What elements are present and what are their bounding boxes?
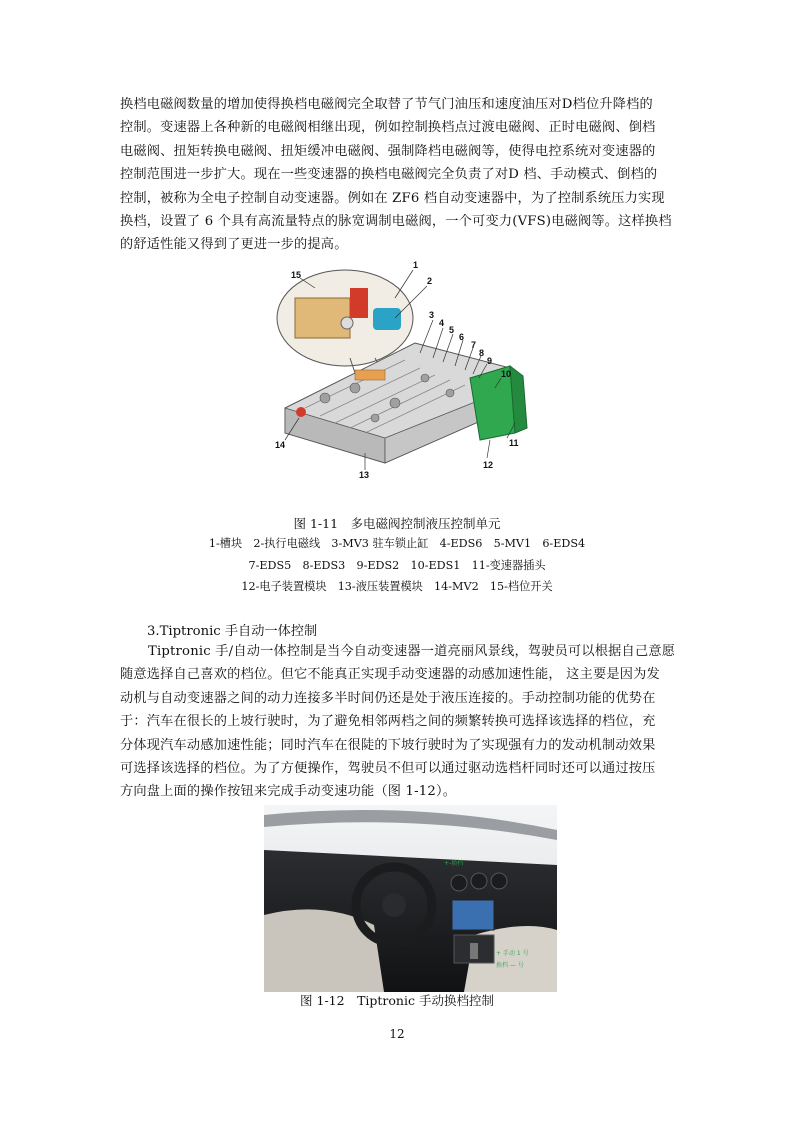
legend-row: 12-电子装置模块 13-液压装置模块 14-MV2 15-档位开关 <box>241 580 553 593</box>
callout-11: 11 <box>509 438 519 448</box>
callout-13: 13 <box>359 470 370 480</box>
manual-plus-label: + 手动 1 号 <box>496 950 529 957</box>
callout-8: 8 <box>479 348 485 358</box>
selector-switch-block <box>295 298 350 338</box>
callout-5: 5 <box>449 325 455 335</box>
figure-1-12-caption: 图 1-12 Tiptronic 手动换档控制 <box>300 993 494 1008</box>
text-line: 随意选择自己喜欢的档位。但它不能真正实现手动变速器的动感加速性能， 这主要是因为发 <box>120 667 660 683</box>
text-line: 于：汽车在很长的上坡行驶时，为了避免相邻两档之间的频繁转换可选择该选择的档位，充 <box>120 714 656 730</box>
callout-2: 2 <box>427 276 433 286</box>
callout-15: 15 <box>291 270 302 280</box>
text-line: 换档电磁阀数量的增加使得换档电磁阀完全取替了节气门油压和速度油压对D档位升降档的 <box>120 97 653 112</box>
text-line: 控制。变速器上各种新的电磁阀相继出现，例如控制换档点过渡电磁阀、正时电磁阀、倒档 <box>120 120 656 136</box>
mv2-valve <box>296 407 306 417</box>
callout-10: 10 <box>501 369 512 379</box>
text-line: 动机与自动变速器之间的动力连接多半时间仍还是处于液压连接的。手动控制功能的优势在 <box>120 690 656 706</box>
center-display <box>452 900 494 930</box>
text-line: 可选择该选择的档位。为了方便操作，驾驶员不但可以通过驱动选档杆同时还可以通过按压 <box>120 761 656 777</box>
front-seat <box>264 909 384 992</box>
hydraulic-control-unit-figure <box>265 258 535 480</box>
execution-solenoid <box>350 288 368 318</box>
text-line: 电磁阀、扭矩转换电磁阀、扭矩缓冲电磁阀、强制降档电磁阀等，使得电控系统对变速器的 <box>120 143 656 159</box>
paragraph-2 <box>120 640 678 804</box>
figure-1-11-caption: 图 1-11 多电磁阀控制液压控制单元 <box>293 516 501 531</box>
callout-4: 4 <box>439 318 445 328</box>
text-line: 方向盘上面的操作按钮来完成手动变速功能（图 1-12）。 <box>120 784 457 800</box>
figure-1-11-legend <box>0 533 794 598</box>
callout-9: 9 <box>487 356 493 366</box>
shift-label: +-换档 <box>444 860 464 867</box>
text-line: 换档，设置了 6 个具有高流量特点的脉宽调制电磁阀，一个可变力(VFS)电磁阀等。这样换档 <box>120 214 672 230</box>
text-line: 控制，被称为全电子控制自动变速器。例如在 ZF6 档自动变速器中，为了控制系统压力实现 <box>120 190 665 206</box>
callout-14: 14 <box>275 440 286 450</box>
text-line: 分体现汽车动感加速性能；同时汽车在很陡的下坡行驶时为了实现强有力的发动机制动效果 <box>120 737 656 753</box>
text-line: 的舒适性能又得到了更进一步的提高。 <box>120 237 348 253</box>
car-interior-photo <box>264 805 557 992</box>
callout-3: 3 <box>429 310 435 320</box>
callout-12: 12 <box>483 460 494 470</box>
text-line: Tiptronic 手/自动一体控制是当今自动变速器一道亮丽风景线，驾驶员可以根据自己意愿 <box>148 644 676 659</box>
callout-7: 7 <box>471 340 477 350</box>
text-line: 控制范围进一步扩大。现在一些变速器的换档电磁阀完全负责了对D 档、手动模式、倒档的 <box>120 167 658 183</box>
slot-block <box>373 308 401 330</box>
section-heading: 3.Tiptronic 手自动一体控制 <box>147 624 318 639</box>
manual-minus-label: 换档 — 号 <box>496 962 524 969</box>
callout-1: 1 <box>413 260 419 270</box>
legend-row: 7-EDS5 8-EDS3 9-EDS2 10-EDS1 11-变速器插头 <box>248 558 546 572</box>
page-number: 12 <box>389 1027 405 1041</box>
paragraph-1 <box>120 93 678 257</box>
legend-row: 1-槽块 2-执行电磁线 3-MV3 驻车锁止缸 4-EDS6 5-MV1 6-EDS4 <box>208 537 586 550</box>
callout-6: 6 <box>459 332 465 342</box>
